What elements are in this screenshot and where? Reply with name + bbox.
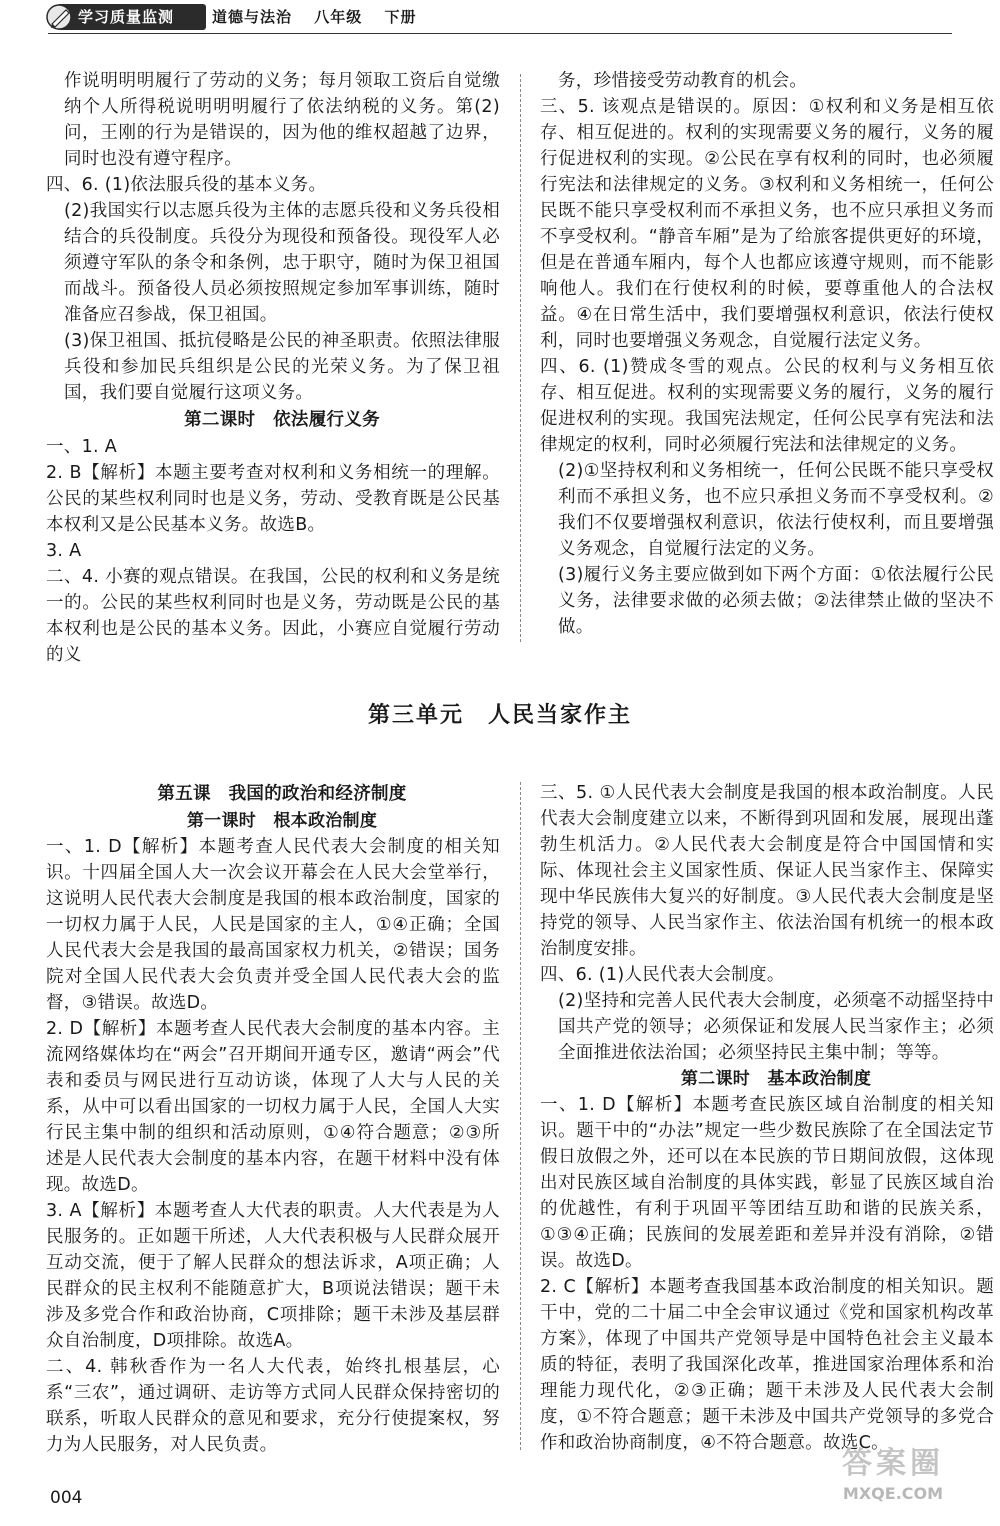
section-title: 第二课时 依法履行义务 [184, 410, 380, 430]
header-volume: 下册 [384, 8, 417, 26]
answer-q5: 三、5. ①人民代表大会制度是我国的根本政治制度。人民代表大会制度建立以来，不断得到巩固和发展，展现出蓬勃生机活力。②人民代表大会制度是符合中国国情和实际、体现社会主义国家性质、保证人民当家作主、保障实现中华民族伟大复兴的好制度。③人民代表大会制度是坚持党的领导、人民当家作主、依法治国有机统一的根本政治制度安排。 [540, 783, 994, 959]
answer-q6-part3: (3)履行义务主要应做到如下两个方面：①依法履行公民义务，法律要求做的必须去做；②法律禁止做的坚决不做。 [558, 565, 994, 637]
header-grade: 八年级 [314, 8, 363, 26]
answer-q2: 2. B【解析】本题主要考查对权利和义务相统一的理解。公民的某些权利同时也是义务，劳动、受教育既是公民基本权利又是公民基本义务。故选B。 [46, 463, 500, 535]
answer-q4: 二、4. 小赛的观点错误。在我国，公民的权利和义务是统一的。公民的某些权利同时也是义务，劳动既是公民的基本权利也是公民的基本义务。因此，小赛应自觉履行劳动的义 [46, 567, 500, 665]
bottom-left-column [46, 780, 500, 1458]
answer-q1: 一、1. D【解析】本题考查人民代表大会制度的相关知识。十四届全国人大一次会议开幕会在人民大会堂举行，这说明人民代表大会制度是我国的根本政治制度，国家的一切权力属于人民，人民是国家的主人，①④正确；全国人民代表大会是我国的最高国家权力机关，②错误；国务院对全国人民代表大会负责并受全国人民代表大会的监督，③错误。故选D。 [46, 837, 500, 1013]
column-divider-top [520, 74, 521, 642]
answer-q2: 2. D【解析】本题考查人民代表大会制度的基本内容。主流网络媒体均在“两会”召开期间开通专区，邀请“两会”代表和委员与网民进行互动访谈，体现了人大与人民的关系，从中可以看出国家的一切权力属于人民，全国人大实行民主集中制的组织和活动原则，①④符合题意；②③所述是人民代表大会制度的基本内容，在题干材料中没有体现。故选D。 [46, 1019, 500, 1195]
column-divider-bottom [520, 782, 521, 1450]
lesson-title: 第五课 我国的政治和经济制度 [157, 784, 407, 804]
answer-q3: 3. A [46, 541, 82, 561]
answer-q6-part2: (2)我国实行以志愿兵役为主体的志愿兵役和义务兵役相结合的兵役制度。兵役分为现役和预备役。现役军人必须遵守军队的条令和条例，忠于职守，随时为保卫祖国而战斗。预备役人员必须按照规定参加军事训练，随时准备应召参战，保卫祖国。 [64, 201, 500, 325]
answer-q1: 一、1. D【解析】本题考查民族区域自治制度的相关知识。题干中的“办法”规定一些少数民族除了在全国法定节假日放假之外，还可以在本民族的节日期间放假，这体现出对民族区域自治制度的具体实践，彰显了民族区域自治的优越性，有利于巩固平等团结互助和谐的民族关系，①③④正确；民族间的发展差距和差异并没有消除，②错误。故选D。 [540, 1095, 994, 1271]
watermark-url: MXQE.COM [842, 1484, 944, 1503]
top-left-column [46, 68, 500, 668]
pen-icon [46, 2, 76, 32]
answer-q6-part1: 四、6. (1)人民代表大会制度。 [540, 965, 785, 985]
answer-q6-part1: 四、6. (1)依法服兵役的基本义务。 [46, 175, 327, 195]
continuation-paragraph: 作说明明明履行了劳动的义务；每月领取工资后自觉缴纳个人所得税说明明明履行了依法纳税的义务。第(2)问，王刚的行为是错误的，因为他的维权超越了边界，同时也没有遵守程序。 [64, 71, 500, 169]
watermark-logo [808, 1445, 978, 1515]
section-title: 第二课时 基本政治制度 [680, 1069, 872, 1089]
header-subject-line [212, 5, 433, 29]
header-subject: 道德与法治 [212, 8, 293, 26]
header-rule [48, 33, 952, 34]
top-right-column [540, 68, 994, 640]
answer-q6-part3: (3)保卫祖国、抵抗侵略是公民的神圣职责。依照法律服兵役和参加民兵组织是公民的光荣义务。为了保卫祖国，我们要自觉履行这项义务。 [64, 331, 500, 403]
bottom-right-column [540, 780, 994, 1456]
watermark-text: 答案圈 [842, 1446, 944, 1481]
answer-q6-part1: 四、6. (1)赞成冬雪的观点。公民的权利与义务相互依存、相互促进。权利的实现需要义务的履行，义务的履行促进权利的实现。我国宪法规定，任何公民享有宪法和法律规定的权利，同时必须履行宪法和法律规定的义务。 [540, 357, 994, 455]
answer-q6-part2: (2)①坚持权利和义务相统一，任何公民既不能只享受权利而不承担义务，也不应只承担义务而不享受权利。②我们不仅要增强权利意识，依法行使权利，而且要增强义务观念，自觉履行法定的义务。 [558, 461, 994, 559]
answer-q1: 一、1. A [46, 437, 118, 457]
answer-q2: 2. C【解析】本题考查我国基本政治制度的相关知识。题干中，党的二十届二中全会审议通过《党和国家机构改革方案》，体现了中国共产党领导是中国特色社会主义最本质的特征，表明了我国深化改革，推进国家治理体系和治理能力现代化，②③正确；题干未涉及人民代表大会制度，①不符合题意；题干未涉及中国共产党领导的多党合作和政治协商制度，④不符合题意。故选C。 [540, 1277, 994, 1453]
continuation-text: 务，珍惜接受劳动教育的机会。 [558, 71, 808, 91]
page-number: 004 [50, 1488, 83, 1508]
unit-title: 第三单元 人民当家作主 [367, 703, 632, 728]
answer-q6-part2: (2)坚持和完善人民代表大会制度，必须毫不动摇坚持中国共产党的领导；必须保证和发展人民当家作主；必须全面推进依法治国；必须坚持民主集中制；等等。 [558, 991, 994, 1063]
answer-q4: 二、4. 韩秋香作为一名人大代表，始终扎根基层，心系“三农”，通过调研、走访等方式同人民群众保持密切的联系，听取人民群众的意见和要求，充分行使提案权，努力为人民服务，对人民负责。 [46, 1357, 500, 1455]
section-title: 第一课时 根本政治制度 [186, 811, 378, 831]
answer-q3: 3. A【解析】本题考查人大代表的职责。人大代表是为人民服务的。正如题干所述，人大代表积极与人民群众展开互动交流，便于了解人民群众的想法诉求，A项正确；人民群众的民主权利不能随意扩大，B项说法错误；题干未涉及多党合作和政治协商，C项排除；题干未涉及基层群众自治制度，D项排除。故选A。 [46, 1201, 500, 1351]
answer-q5: 三、5. 该观点是错误的。原因：①权利和义务是相互依存、相互促进的。权利的实现需要义务的履行，义务的履行促进权利的实现。②公民在享有权利的同时，也必须履行宪法和法律规定的义务。③权利和义务相统一，任何公民既不能只享受权利而不承担义务，也不应只承担义务而不享受权利。“静音车厢”是为了给旅客提供更好的环境，但是在普通车厢内，每个人也都应该遵守规则，而不能影响他人。我们在行使权利的时候，要尊重他人的合法权益。④在日常生活中，我们要增强权利意识，依法行使权利，同时也要增强义务观念，自觉履行法定义务。 [540, 97, 994, 351]
brand-label: 学习质量监测 [78, 8, 175, 26]
page-header [0, 0, 1000, 34]
